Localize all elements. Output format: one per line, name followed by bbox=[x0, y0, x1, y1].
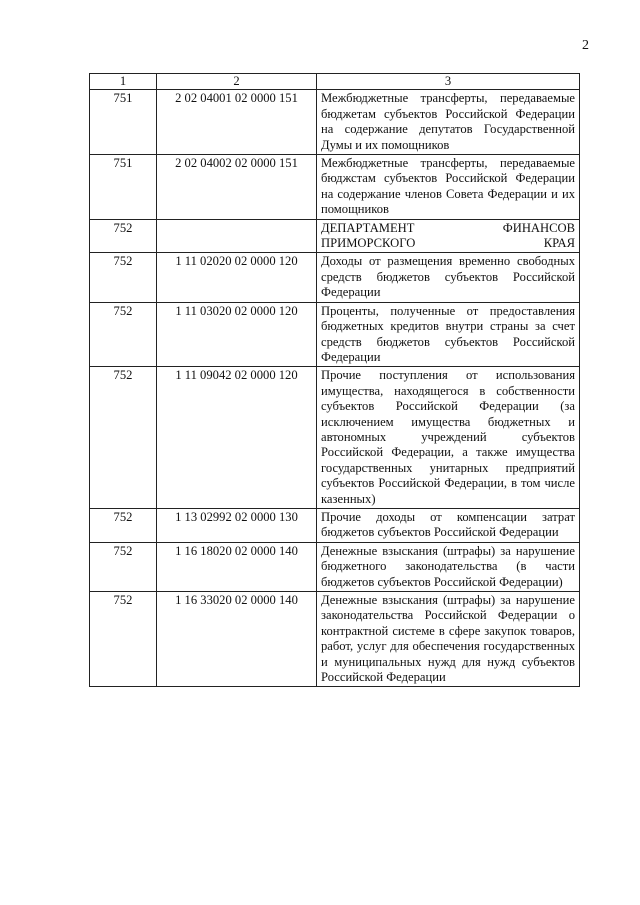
revenue-code-cell: 1 16 18020 02 0000 140 bbox=[157, 542, 317, 591]
revenue-code-cell: 1 11 02020 02 0000 120 bbox=[157, 253, 317, 302]
column-header-description: 3 bbox=[317, 74, 580, 90]
description-cell: Межбюджетные трансферты, передаваемые бюджетам субъектов Российской Федерации на содержание депутатов Государственной Думы и их помощников bbox=[317, 90, 580, 155]
table-header-row bbox=[90, 74, 580, 90]
budget-classification-table bbox=[89, 73, 580, 687]
revenue-code-cell: 1 11 09042 02 0000 120 bbox=[157, 367, 317, 509]
revenue-code-cell: 1 13 02992 02 0000 130 bbox=[157, 508, 317, 542]
page-number: 2 bbox=[582, 38, 589, 53]
table-row bbox=[90, 542, 580, 591]
admin-code-cell: 751 bbox=[90, 90, 157, 155]
table-row bbox=[90, 253, 580, 302]
admin-code-cell: 752 bbox=[90, 219, 157, 253]
department-heading-cell: ДЕПАРТАМЕНТ ФИНАНСОВ ПРИМОРСКОГО КРАЯ bbox=[317, 219, 580, 253]
description-cell: Проценты, полученные от предоставления бюджетных кредитов внутри страны за счет средств бюджетов субъектов Российской Федерации bbox=[317, 302, 580, 367]
admin-code-cell: 751 bbox=[90, 155, 157, 220]
revenue-code-cell bbox=[157, 219, 317, 253]
table-row bbox=[90, 508, 580, 542]
admin-code-cell: 752 bbox=[90, 302, 157, 367]
admin-code-cell: 752 bbox=[90, 592, 157, 687]
revenue-code-cell: 1 11 03020 02 0000 120 bbox=[157, 302, 317, 367]
table-row bbox=[90, 592, 580, 687]
table-row bbox=[90, 302, 580, 367]
description-cell: Прочие поступления от использования имущества, находящегося в собственности субъектов Российской Федерации (за исключением имущества бюджетных и автономных учреждений субъектов Российской Федерации, а также имущества государственных унитарных предприятий субъектов Российской Федерации, в том числе казенных) bbox=[317, 367, 580, 509]
admin-code-cell: 752 bbox=[90, 542, 157, 591]
revenue-code-cell: 1 16 33020 02 0000 140 bbox=[157, 592, 317, 687]
description-cell: Прочие доходы от компенсации затрат бюджетов субъектов Российской Федерации bbox=[317, 508, 580, 542]
revenue-code-cell: 2 02 04001 02 0000 151 bbox=[157, 90, 317, 155]
admin-code-cell: 752 bbox=[90, 367, 157, 509]
description-cell: Доходы от размещения временно свободных средств бюджетов субъектов Российской Федерации bbox=[317, 253, 580, 302]
revenue-code-cell: 2 02 04002 02 0000 151 bbox=[157, 155, 317, 220]
table-row bbox=[90, 367, 580, 509]
table-row bbox=[90, 90, 580, 155]
description-cell: Денежные взыскания (штрафы) за нарушение законодательства Российской Федерации о контрактной системе в сфере закупок товаров, работ, услуг для обеспечения государственных и муниципальных нужд для нужд субъектов Российской Федерации bbox=[317, 592, 580, 687]
description-cell: Межбюджетные трансферты, передаваемые бюджстам субъектов Российской Федерации на содержание членов Совета Федерации и их помощников bbox=[317, 155, 580, 220]
table-row bbox=[90, 219, 580, 253]
column-header-code: 2 bbox=[157, 74, 317, 90]
description-cell: Денежные взыскания (штрафы) за нарушение бюджетного законодательства (в части бюджетов субъектов Российской Федерации) bbox=[317, 542, 580, 591]
admin-code-cell: 752 bbox=[90, 508, 157, 542]
admin-code-cell: 752 bbox=[90, 253, 157, 302]
table-row bbox=[90, 155, 580, 220]
column-header-admin: 1 bbox=[90, 74, 157, 90]
